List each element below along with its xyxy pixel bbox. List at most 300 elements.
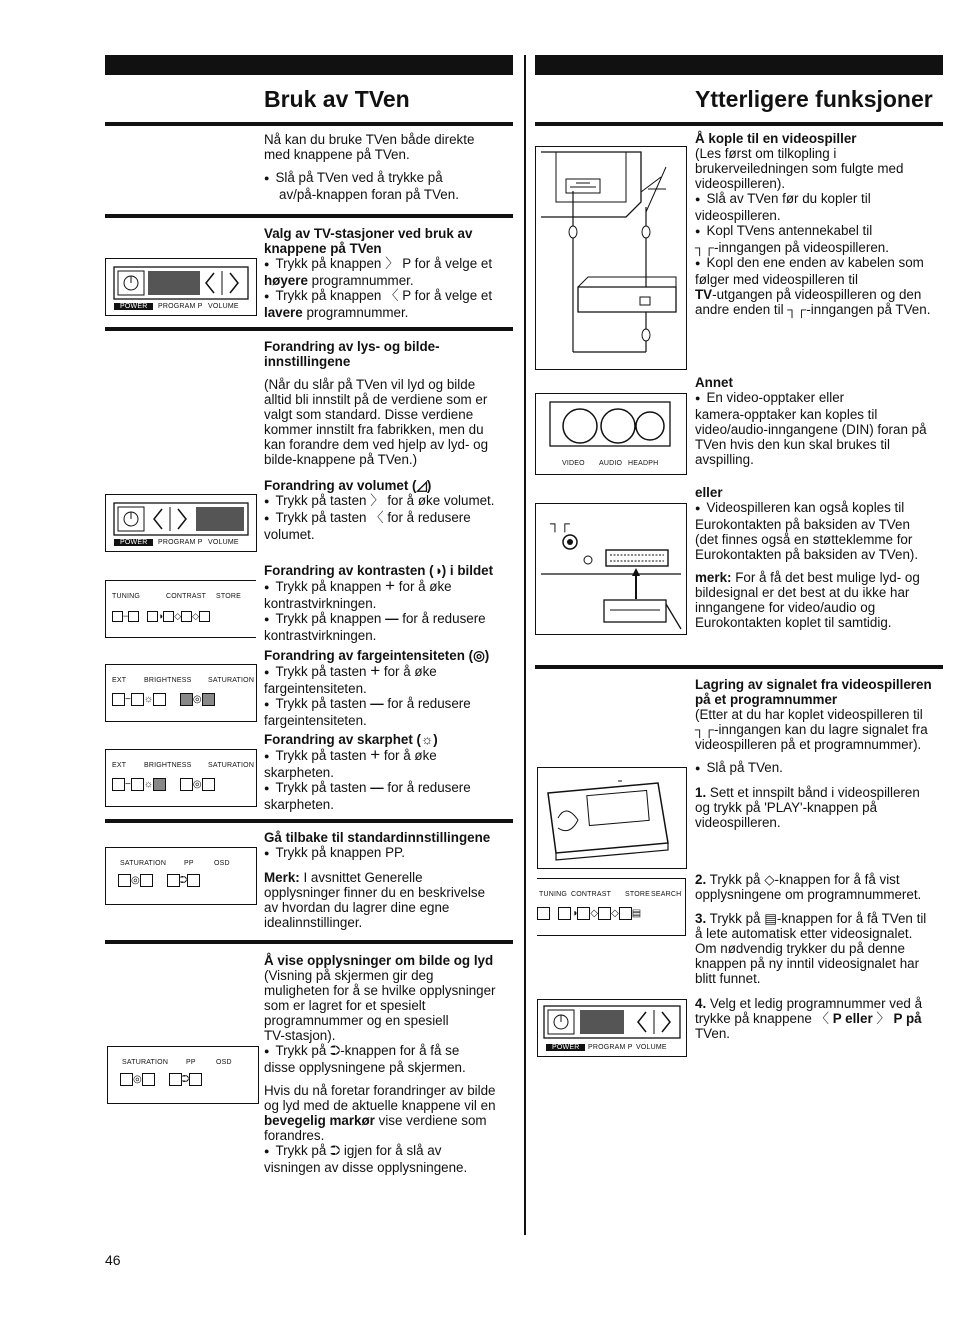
- button-row: ◎ ⮊: [120, 1073, 202, 1086]
- text-line: [695, 390, 945, 407]
- text-line: [264, 256, 514, 273]
- section-heading: Å kople til en videospiller: [695, 131, 857, 146]
- text-line: for å øke: [398, 579, 452, 594]
- page-number: 46: [105, 1252, 121, 1268]
- saturation-panel-diagram: [105, 749, 257, 807]
- text-line: inngangene for video/audio og: [695, 600, 876, 615]
- text-line: høyere: [264, 273, 308, 288]
- button-row: − ☼ ◎: [112, 693, 215, 706]
- header-bar-right: [535, 55, 943, 75]
- text-line: programnummer.: [302, 305, 409, 320]
- volume-icon: ◿: [416, 478, 427, 493]
- text-line: [264, 696, 514, 713]
- text-line: (Når du slår på TVen vil lyd og bilde: [264, 377, 476, 392]
- text-line: Forandring av skarphet (: [264, 732, 422, 747]
- scart-drawing: [536, 504, 686, 634]
- text-line: [264, 845, 514, 862]
- text-line: for å redusere: [387, 510, 471, 525]
- text-line: Hvis du nå foretar forandringer av bilde: [264, 1083, 496, 1098]
- volume-label: VOLUME: [208, 303, 239, 310]
- rule: [535, 665, 943, 669]
- text-line: [264, 747, 514, 765]
- program-label: PROGRAM P: [158, 303, 203, 310]
- text-line: Trykk på tasten: [275, 510, 367, 525]
- pp-panel-diagram: [107, 1046, 259, 1104]
- saturation-label: SATURATION: [208, 762, 255, 769]
- text-line: [264, 663, 514, 681]
- volume-section: [264, 478, 514, 542]
- text-line: [695, 760, 945, 777]
- osd-button: [187, 874, 200, 887]
- text-line: forandres.: [264, 1128, 325, 1143]
- text-line: volumet.: [264, 527, 315, 542]
- text-line: Trykk på tasten: [275, 696, 367, 711]
- text-line: P eller: [832, 1011, 873, 1026]
- text-line: alltid bli innstilt på de verdiene som er: [264, 392, 488, 407]
- saturation-plus-button: [202, 778, 215, 791]
- text-line: ● Trykk på tasten 〈 for å redusere: [264, 510, 514, 527]
- av-inputs-diagram: [535, 393, 687, 475]
- antenna-icon: ┐┌: [695, 240, 714, 255]
- text-line: knappen på ny inntil videosignalet har: [695, 956, 920, 971]
- text-line: [695, 872, 945, 887]
- text-line: Kopl den ene enden av kabelen som: [706, 255, 924, 270]
- osd-button: [189, 1073, 202, 1086]
- control-panel-diagram: [105, 494, 257, 552]
- contrast-minus-button: [147, 611, 158, 622]
- text-line: kommer innstilt fra fabrikken, men du: [264, 422, 484, 437]
- control-panel-diagram: [537, 999, 687, 1057]
- contrast-section: [264, 563, 514, 643]
- text-line: muligheten for å se hvilke opplysninger: [264, 983, 496, 998]
- button-row: ◎ ⮊: [118, 874, 200, 887]
- text-line: [695, 191, 945, 208]
- audio-label: AUDIO: [599, 460, 623, 467]
- text-line: [264, 780, 514, 797]
- text-line: [695, 996, 945, 1011]
- ext-button: [112, 693, 125, 706]
- text-line: skarpheten.: [264, 765, 334, 780]
- control-panel-diagram: [105, 258, 257, 316]
- text-line: av hvordan du lagrer dine egne: [264, 900, 450, 915]
- search-label: SEARCH: [651, 891, 682, 898]
- text-line: med knappene på TVen.: [264, 147, 410, 162]
- section-heading: Forandring av lys- og bilde-: [264, 339, 440, 354]
- text-line: [264, 578, 514, 596]
- volume-label: VOLUME: [636, 1044, 667, 1051]
- text-line: videospilleren.: [695, 208, 781, 223]
- right-arrow-icon: 〉: [385, 256, 399, 271]
- text-line: Kopl TVens antennekabel til: [706, 223, 873, 238]
- color-icon: ◎: [473, 648, 485, 663]
- step-4: [695, 996, 945, 1041]
- rule: [535, 122, 943, 126]
- saturation-plus-button: [142, 1073, 155, 1086]
- cassette-drawing: [538, 768, 686, 868]
- ext-label: EXT: [112, 677, 127, 684]
- ext-button: [112, 778, 125, 791]
- search-icon: ▤: [764, 911, 777, 926]
- text-line: Trykk på tasten: [275, 664, 367, 679]
- saturation-minus-button: [180, 693, 193, 706]
- minus-icon: —: [370, 696, 384, 711]
- text-line: [264, 1113, 519, 1128]
- text-line: TV-stasjon).: [264, 1028, 336, 1043]
- text-line: -utgangen på videospilleren og den: [712, 287, 922, 302]
- saturation-minus-button: [118, 874, 131, 887]
- text-line: TV: [695, 287, 713, 302]
- button-row: − ◑ ◇ ◇: [112, 611, 210, 622]
- info-section: [264, 953, 519, 1175]
- program-label: PROGRAM P: [158, 539, 203, 546]
- text-line: [695, 570, 945, 585]
- page-title-right: Ytterligere funksjoner: [695, 86, 933, 112]
- text-line: [695, 255, 945, 272]
- text-line: I avsnittet Generelle: [299, 870, 423, 885]
- pp-panel-diagram: [105, 847, 257, 905]
- brightness-plus-button: [153, 778, 166, 791]
- section-heading: Forandring av volumet (◿): [264, 478, 432, 493]
- saturation-plus-button: [140, 874, 153, 887]
- text-line: opplysninger finner du en beskrivelse: [264, 885, 486, 900]
- contrast-plus-button: [163, 611, 174, 622]
- text-line: for å redusere: [387, 696, 471, 711]
- rule: [105, 327, 513, 331]
- text-line: Trykk på knappen: [275, 288, 386, 303]
- plus-icon: +: [370, 745, 381, 764]
- saturation-minus-button: [180, 778, 193, 791]
- text-line: -knappen for å få TVen til: [776, 911, 927, 926]
- vcr-connection-diagram: [535, 146, 687, 370]
- section-heading: eller: [695, 485, 723, 500]
- pp-button: [169, 1073, 182, 1086]
- picture-section: [264, 339, 514, 467]
- text-line: -inngangen på videospilleren.: [713, 240, 889, 255]
- text-line: 3.: [695, 911, 707, 926]
- color-section: [264, 648, 514, 728]
- text-line: 1.: [695, 785, 707, 800]
- text-line: En video-opptaker eller: [706, 390, 845, 405]
- plus-icon: +: [385, 576, 396, 595]
- text-line: Slå av TVen før du kopler til: [706, 191, 871, 206]
- text-line: igjen for å slå av: [340, 1143, 442, 1158]
- text-line: Trykk på knappen: [275, 579, 382, 594]
- tuning-plus-button: [537, 907, 550, 920]
- search-panel-diagram: [537, 878, 686, 936]
- text-line: for å øke volumet.: [387, 493, 495, 508]
- text-line: -inngangen på TVen.: [806, 302, 931, 317]
- text-line: [695, 302, 945, 317]
- saturation-label: SATURATION: [208, 677, 255, 684]
- text-line: bevegelig markør: [264, 1113, 375, 1128]
- text-line: bildesignal er det best at du ikke har: [695, 585, 910, 600]
- contrast-label: CONTRAST: [571, 891, 612, 898]
- text-line: vise verdiene som: [374, 1113, 487, 1128]
- video-label: VIDEO: [562, 460, 585, 467]
- tuning-minus-button: [112, 611, 123, 622]
- standard-section: [264, 830, 514, 930]
- pp-label: PP: [184, 860, 194, 867]
- contrast-panel-diagram: [105, 580, 256, 638]
- text-line: bilde-knappene på TVen.): [264, 452, 418, 467]
- tuning-label: TUNING: [112, 593, 141, 600]
- page-title-left: Bruk av TVen: [264, 86, 410, 112]
- text-line: -knappen for å få se: [340, 1043, 460, 1058]
- text-line: brukerveiledningen som fulgte med: [695, 161, 904, 176]
- minus-icon: —: [385, 611, 399, 626]
- text-line: P på: [893, 1011, 922, 1026]
- text-line: Forandring av volumet (: [264, 478, 417, 493]
- volume-label: VOLUME: [208, 539, 239, 546]
- text-line: videospilleren.: [695, 815, 781, 830]
- text-line: TVen hvis den kun skal brukes til: [695, 437, 891, 452]
- text-line: (Etter at du har koplet videospilleren til: [695, 707, 923, 722]
- store-label: STORE: [216, 593, 241, 600]
- ext-label: EXT: [112, 762, 127, 769]
- text-line: programnummer og en spesiell: [264, 1013, 449, 1028]
- text-line: Trykk på tasten: [275, 493, 367, 508]
- text-line: skarpheten.: [264, 797, 334, 812]
- text-line: Slå på TVen ved å trykke på: [275, 170, 443, 185]
- minus-icon: —: [370, 780, 384, 795]
- text-line: [695, 911, 945, 926]
- text-line: ) i bildet: [441, 563, 494, 578]
- channel-section: [264, 226, 514, 320]
- text-line: Trykk på knappen: [275, 256, 386, 271]
- text-line: Trykk på: [706, 911, 761, 926]
- column-divider: [524, 55, 526, 1235]
- pp-button: [167, 874, 180, 887]
- text-line: avspilling.: [695, 452, 754, 467]
- store-button: [598, 907, 611, 920]
- contrast-label: CONTRAST: [166, 593, 207, 600]
- text-line: for å øke: [383, 664, 437, 679]
- text-line: -inngangen kan du lagre signalet fra: [713, 722, 928, 737]
- left-arrow-icon: 〈: [385, 288, 399, 303]
- text-line: kontrastvirkningen.: [264, 596, 377, 611]
- text-line: programnummer.: [307, 273, 414, 288]
- button-row: − ☼ ◎: [112, 778, 215, 791]
- contrast-minus-button: [558, 907, 571, 920]
- text-line: fargeintensiteten.: [264, 681, 367, 696]
- text-line: (Visning på skjermen gir deg: [264, 968, 434, 983]
- text-line: kan forandre dem ved hjelp av lyd- og: [264, 437, 489, 452]
- text-line: Trykk på knappen PP.: [275, 845, 405, 860]
- text-line: ● Trykk på tasten 〉 for å øke volumet.: [264, 493, 514, 510]
- text-line: [264, 170, 514, 187]
- osd-label: OSD: [214, 860, 230, 867]
- store-icon: ◇: [764, 872, 775, 887]
- text-line: P for å velge et: [398, 256, 493, 271]
- connect-video-section: [695, 131, 945, 317]
- search-button: [199, 611, 210, 622]
- brightness-minus-button: [131, 778, 144, 791]
- text-line: [695, 722, 945, 737]
- text-line: [695, 785, 945, 800]
- text-line: Videospilleren kan også koples til: [706, 500, 905, 515]
- osd-icon: ⮊: [330, 1043, 341, 1058]
- text-line: Merk:: [264, 870, 300, 885]
- step-2: [695, 872, 945, 902]
- rule: [105, 819, 513, 823]
- text-line: videospilleren på et programnummer).: [695, 737, 922, 752]
- text-line: andre enden til: [695, 302, 784, 317]
- saturation-label: SATURATION: [122, 1059, 169, 1066]
- section-heading: Forandring av skarphet (☼): [264, 732, 438, 747]
- vcr-connection-drawing: [536, 147, 686, 369]
- section-heading: Forandring av fargeintensiteten (◎): [264, 648, 490, 663]
- brightness-minus-button: [131, 693, 144, 706]
- text-line: Trykk på: [275, 1043, 327, 1058]
- contrast-icon: ◑: [433, 563, 442, 578]
- text-line: for å øke: [383, 748, 437, 763]
- text-line: Trykk på tasten: [275, 780, 367, 795]
- plus-icon: +: [370, 661, 381, 680]
- text-line: [695, 500, 945, 517]
- text-line: [264, 1143, 519, 1160]
- text-line: Velg et ledig programnummer ved å: [706, 996, 923, 1011]
- store-video-section: [695, 677, 945, 830]
- text-line: Trykk på knappen: [275, 611, 382, 626]
- text-line: blitt funnet.: [695, 971, 761, 986]
- text-line: kamera-opptaker kan koples til: [695, 407, 878, 422]
- text-line: å lete automatisk etter videosignalet.: [695, 926, 913, 941]
- text-line: opplysningene om programnummeret.: [695, 887, 922, 902]
- text-line: 4.: [695, 996, 707, 1011]
- tuning-label: TUNING: [539, 891, 568, 898]
- text-line: trykke på knappene 〈 P eller 〉 P på: [695, 1011, 922, 1026]
- store-button: [181, 611, 192, 622]
- header-bar-left: [105, 55, 513, 75]
- store-label: STORE: [625, 891, 650, 898]
- text-line: Eurokontakten på baksiden av TVen).: [695, 547, 919, 562]
- power-label: POWER: [546, 1044, 585, 1051]
- text-line: [695, 287, 945, 302]
- saturation-panel-diagram: [105, 664, 257, 722]
- rule: [105, 122, 513, 126]
- saturation-label: SATURATION: [120, 860, 167, 867]
- search-button: [619, 907, 632, 920]
- text-line: for å redusere: [387, 780, 471, 795]
- text-line: P for å velge et: [398, 288, 493, 303]
- text-line: video/audio-inngangene (DIN) foran på: [695, 422, 927, 437]
- section-heading: Å vise opplysninger om bilde og lyd: [264, 953, 494, 968]
- text-line: fargeintensiteten.: [264, 713, 367, 728]
- power-label: POWER: [114, 539, 153, 546]
- text-line: [264, 273, 514, 288]
- saturation-minus-button: [120, 1073, 133, 1086]
- text-line: videospilleren).: [695, 176, 786, 191]
- text-line: Nå kan du bruke TVen både direkte: [264, 132, 475, 147]
- text-line: følger med videospilleren til: [695, 272, 858, 287]
- text-line: Sett et innspilt bånd i videospilleren: [706, 785, 920, 800]
- antenna-icon: ┐┌: [695, 722, 714, 737]
- text-line: [264, 870, 514, 885]
- section-heading: Annet: [695, 375, 733, 390]
- text-line: Eurokontakten koplet til samtidig.: [695, 615, 892, 630]
- text-line: Trykk på: [706, 872, 761, 887]
- rule: [105, 940, 513, 944]
- scart-section: [695, 485, 945, 630]
- svg-text:┐┌: ┐┌: [550, 515, 570, 531]
- av-inputs-drawing: [536, 394, 686, 452]
- text-line: Trykk på: [275, 1143, 327, 1158]
- section-heading: Valg av TV-stasjoner ved bruk av: [264, 226, 473, 241]
- program-label: PROGRAM P: [588, 1044, 633, 1051]
- osd-label: OSD: [216, 1059, 232, 1066]
- text-line: lavere: [264, 305, 303, 320]
- osd-icon: ⮊: [330, 1143, 341, 1158]
- scart-diagram: [535, 503, 687, 635]
- brightness-label: BRIGHTNESS: [144, 762, 192, 769]
- text-line: av/på-knappen foran på TVen.: [279, 187, 459, 202]
- text-line: som er lagret for et spesielt: [264, 998, 426, 1013]
- text-line: Forandring av kontrasten (: [264, 563, 434, 578]
- other-section: [695, 375, 945, 467]
- step-3: [695, 911, 945, 986]
- headphone-label: HEADPH: [628, 460, 659, 467]
- text-line: TVen.: [695, 1026, 730, 1041]
- text-line: 2.: [695, 872, 707, 887]
- power-label: POWER: [114, 303, 153, 310]
- text-line: [264, 1043, 519, 1060]
- tuning-plus-button: [128, 611, 139, 622]
- text-line: trykke på knappene: [695, 1011, 812, 1026]
- text-line: (det finnes også en støtteklemme for: [695, 532, 913, 547]
- section-heading: knappene på TVen: [264, 241, 382, 256]
- text-line: valgt som standard. Disse verdiene: [264, 407, 474, 422]
- saturation-plus-button: [202, 693, 215, 706]
- section-heading: Gå tilbake til standardinnstillingene: [264, 830, 491, 845]
- section-heading: på et programnummer: [695, 692, 838, 707]
- text-line: visningen av disse opplysningene.: [264, 1160, 468, 1175]
- contrast-plus-button: [577, 907, 590, 920]
- text-line: [264, 288, 514, 305]
- text-line: [264, 611, 514, 628]
- text-line: [695, 223, 945, 240]
- button-row: ◑ ◇ ◇ ▤: [537, 907, 641, 920]
- text-line: -knappen for å få vist: [774, 872, 900, 887]
- rule: [105, 214, 513, 218]
- antenna-icon: ┐┌: [787, 302, 807, 317]
- text-line: for å redusere: [402, 611, 486, 626]
- pp-label: PP: [186, 1059, 196, 1066]
- sharpness-icon: ☼: [421, 732, 434, 747]
- text-line: (Les først om tilkopling i: [695, 146, 837, 161]
- text-line: og lyd med de aktuelle knappene vil en: [264, 1098, 496, 1113]
- section-heading: innstillingene: [264, 354, 351, 369]
- cassette-diagram: [537, 767, 687, 869]
- text-line: Forandring av fargeintensiteten (: [264, 648, 474, 663]
- intro-block: [264, 132, 514, 202]
- text-line: kontrastvirkningen.: [264, 628, 377, 643]
- text-line: idealinnstillinger.: [264, 915, 363, 930]
- text-line: Trykk på tasten: [275, 748, 367, 763]
- text-line: Om nødvendig trykker du på denne: [695, 941, 905, 956]
- text-line: [264, 305, 514, 320]
- text-line: disse opplysningene på skjermen.: [264, 1060, 466, 1075]
- text-line: og trykk på 'PLAY'-knappen på: [695, 800, 878, 815]
- text-line: Eurokontakten på baksiden av TVen: [695, 517, 910, 532]
- brightness-label: BRIGHTNESS: [144, 677, 192, 684]
- sharpness-section: [264, 732, 514, 812]
- text-line: For å få det best mulige lyd- og: [731, 570, 920, 585]
- text-line: merk:: [695, 570, 732, 585]
- section-heading: Lagring av signalet fra videospilleren: [695, 677, 932, 692]
- text-line: [695, 240, 945, 255]
- brightness-plus-button: [153, 693, 166, 706]
- text-line: Slå på TVen.: [706, 760, 783, 775]
